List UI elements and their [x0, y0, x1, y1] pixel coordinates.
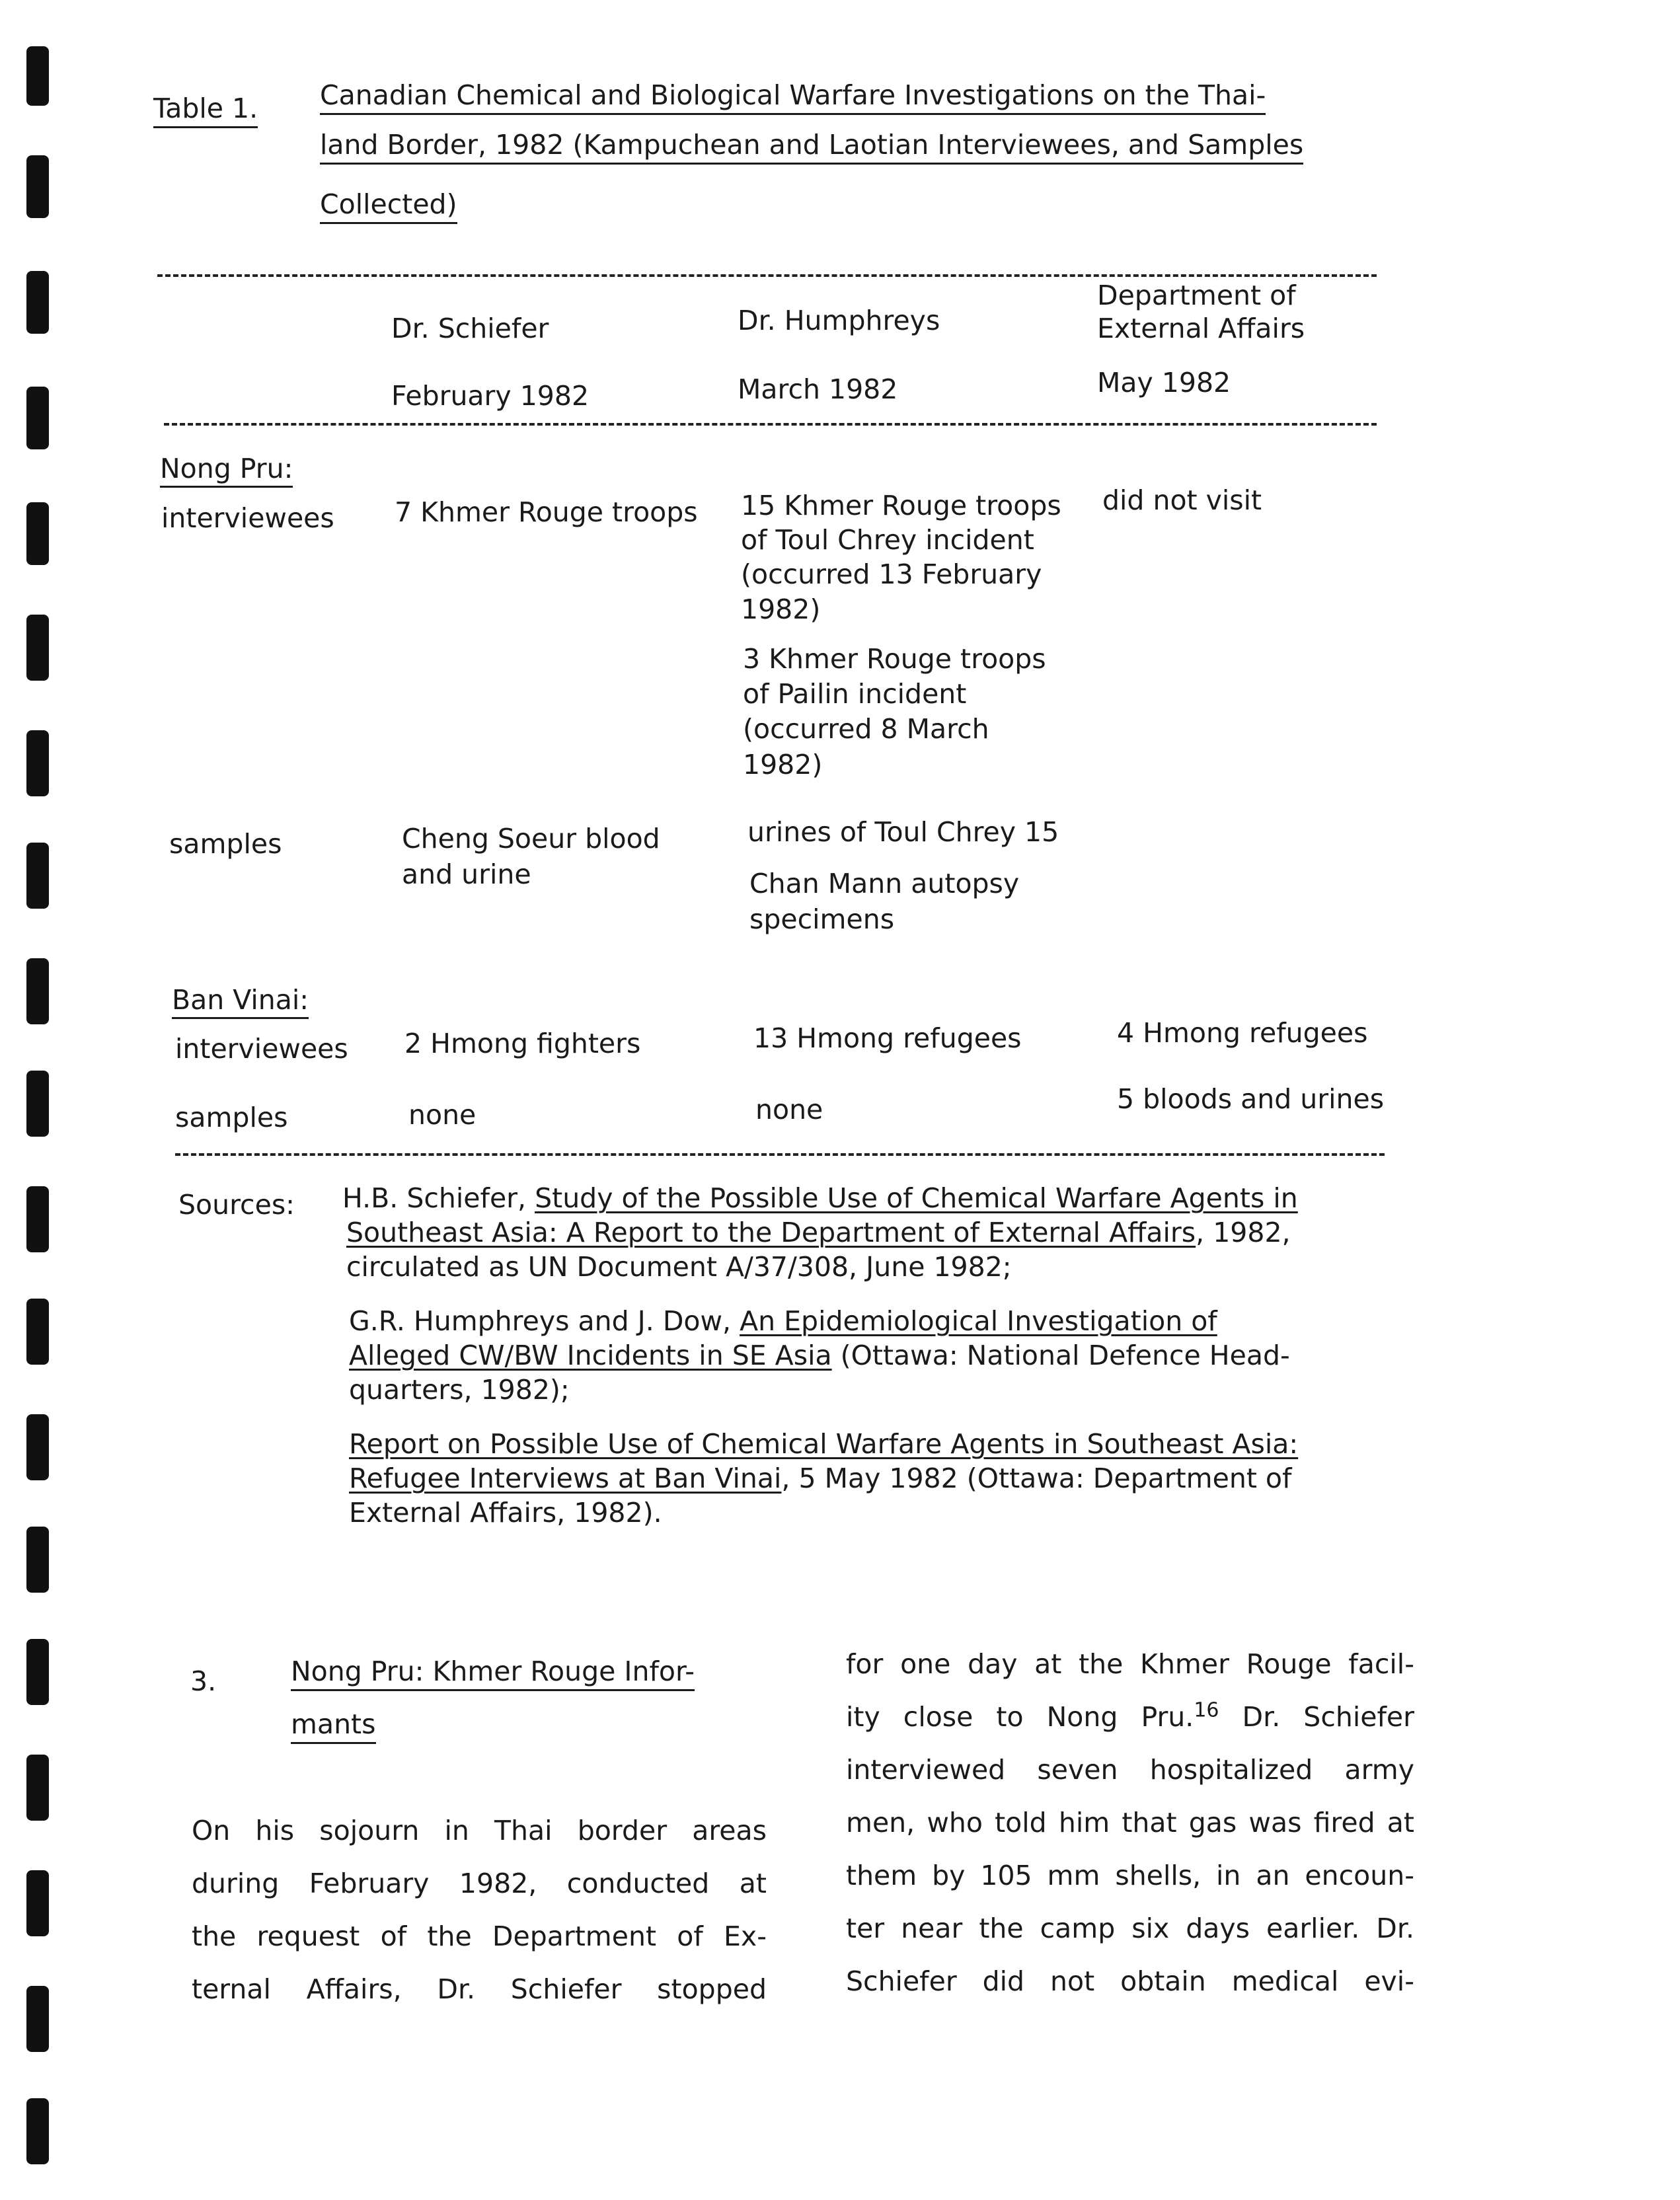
- section-number: 3.: [190, 1665, 217, 1697]
- binder-mark: [26, 155, 49, 218]
- section-heading: Nong Pru: Khmer Rouge Infor-: [291, 1655, 695, 1691]
- table-bottom-rule: [175, 1153, 1385, 1156]
- paragraph-right-column: for one day at the Khmer Rouge facil- ity close to Nong Pru.$^{16}$ Dr. Schiefer interviewed seven hospitalized army men, who told him that gas was fired at them by 105 mm shells, in an encoun- ter near the camp six days earlier. Dr. Schiefer did not obtain medical evi-: [846, 1648, 1414, 1997]
- binder-mark: [26, 1986, 49, 2052]
- table-label: Table 1.: [153, 93, 258, 128]
- column-header-schiefer: Dr. Schiefer: [391, 313, 549, 344]
- cell-schiefer: Cheng Soeur blood: [402, 823, 660, 854]
- column-date-humphreys: March 1982: [738, 373, 898, 405]
- binder-mark: [26, 502, 49, 565]
- binder-mark: [26, 615, 49, 681]
- binder-mark: [26, 271, 49, 334]
- cell-schiefer: 7 Khmer Rouge troops: [395, 496, 698, 528]
- binder-mark: [26, 1414, 49, 1480]
- footnote-ref: 16: [1194, 1698, 1219, 1722]
- column-header-external: Department of: [1097, 280, 1296, 311]
- cell-external: did not visit: [1102, 484, 1262, 516]
- binder-mark: [26, 1299, 49, 1365]
- binder-mark: [26, 958, 49, 1024]
- cell-schiefer: none: [408, 1099, 477, 1131]
- table-top-rule: [157, 274, 1377, 277]
- cell-line: 1982): [743, 749, 823, 780]
- column-header-humphreys: Dr. Humphreys: [738, 305, 940, 336]
- sources-label: Sources:: [178, 1189, 295, 1221]
- table-title-line: Canadian Chemical and Biological Warfare Investigations on the Thai-: [320, 79, 1266, 115]
- section-heading: mants: [291, 1708, 376, 1744]
- row-label: interviewees: [161, 502, 334, 534]
- cell-line: 15 Khmer Rouge troops: [741, 490, 1061, 521]
- paragraph-left-column: On his sojourn in Thai border areas during February 1982, conducted at the request of the Department of Ex- ternal Affairs, Dr. Schiefer stopped: [192, 1815, 767, 2005]
- cell-humphreys: none: [755, 1094, 823, 1125]
- cell-line: (occurred 8 March: [743, 713, 989, 745]
- binder-mark: [26, 1870, 49, 1936]
- binder-mark: [26, 1186, 49, 1252]
- cell-humphreys: 13 Hmong refugees: [753, 1022, 1022, 1054]
- cell-humphreys: Chan Mann autopsy: [749, 868, 1020, 899]
- binder-mark: [26, 1071, 49, 1137]
- header-rule: [164, 423, 1377, 426]
- binder-mark: [26, 46, 49, 106]
- section-heading: Ban Vinai:: [172, 984, 309, 1019]
- column-header-external: External Affairs: [1097, 313, 1305, 344]
- binder-mark: [26, 730, 49, 796]
- table-title-line: Collected): [320, 188, 457, 224]
- cell-humphreys: urines of Toul Chrey 15: [747, 816, 1059, 848]
- cell-schiefer: and urine: [402, 858, 531, 890]
- binder-mark: [26, 2098, 49, 2164]
- row-label: samples: [175, 1102, 288, 1133]
- binder-mark: [26, 1755, 49, 1821]
- binder-mark: [26, 1527, 49, 1593]
- row-label: samples: [169, 828, 282, 860]
- table-title-line: land Border, 1982 (Kampuchean and Laotian Interviewees, and Samples: [320, 129, 1303, 165]
- binder-mark: [26, 843, 49, 909]
- cell-line: of Pailin incident: [743, 678, 967, 710]
- cell-line: (occurred 13 February: [741, 558, 1042, 590]
- cell-line: 1982): [741, 593, 821, 625]
- binder-mark: [26, 387, 49, 449]
- cell-schiefer: 2 Hmong fighters: [404, 1028, 641, 1059]
- cell-external: 4 Hmong refugees: [1117, 1017, 1368, 1049]
- column-date-external: May 1982: [1097, 367, 1231, 398]
- column-date-schiefer: February 1982: [391, 380, 590, 412]
- cell-external: 5 bloods and urines: [1117, 1083, 1385, 1115]
- cell-humphreys: specimens: [749, 903, 895, 935]
- row-label: interviewees: [175, 1033, 348, 1065]
- section-heading: Nong Pru:: [160, 453, 293, 488]
- binder-mark: [26, 1639, 49, 1705]
- cell-line: of Toul Chrey incident: [741, 524, 1034, 556]
- cell-line: 3 Khmer Rouge troops: [743, 643, 1046, 675]
